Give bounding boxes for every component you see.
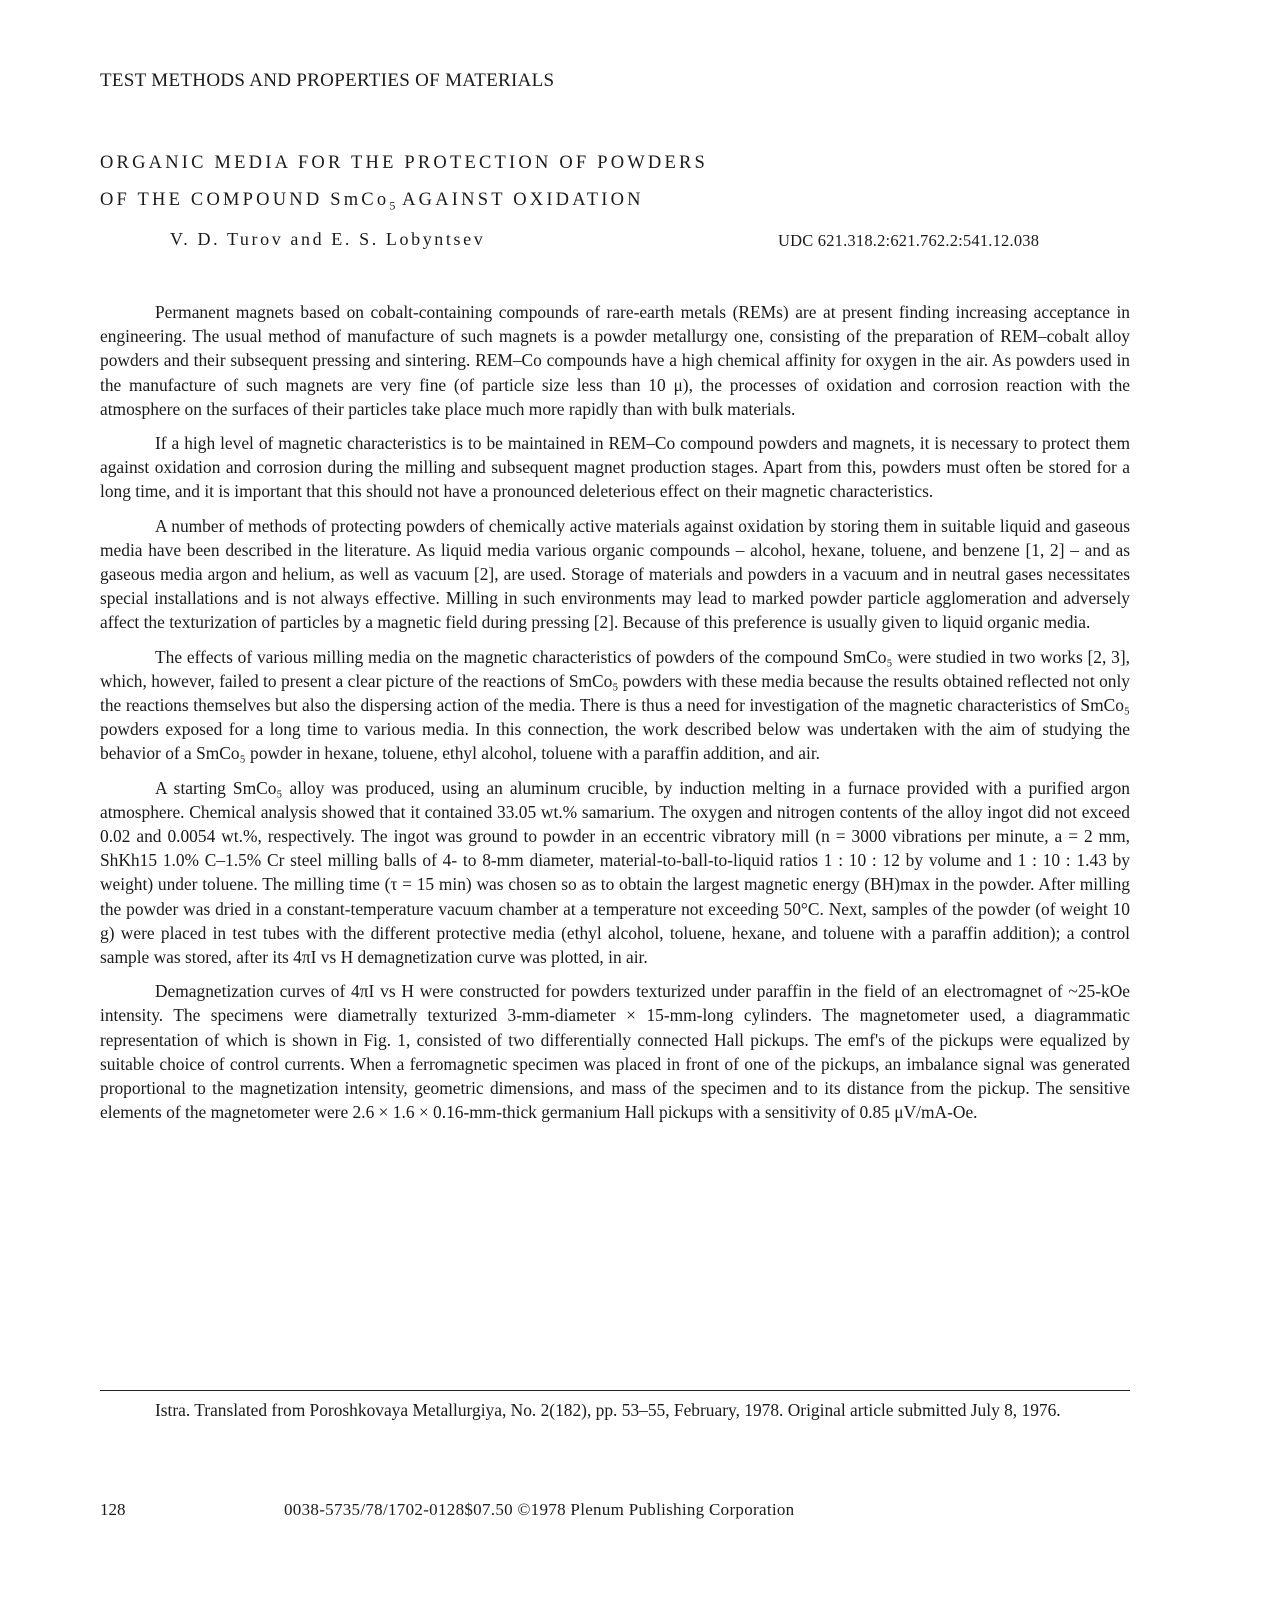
article-body	[100, 300, 1130, 1135]
section-heading: TEST METHODS AND PROPERTIES OF MATERIALS	[100, 70, 555, 91]
paragraph-3: A number of methods of protecting powders of chemically active materials against oxidation by storing them in suitable liquid and gaseous media have been described in the literature. As liquid media various organic compounds – alcohol, hexane, toluene, and benzene [1, 2] – and as gaseous media argon and helium, as well as vacuum [2], are used. Storage of materials and powders in a vacuum and in neutral gases necessitates special installations and is not always effective. Milling in such environments may lead to marked powder particle agglomeration and adversely affect the texturization of particles by a magnetic field during pressing [2]. Because of this preference is usually given to liquid organic media.	[100, 515, 1130, 633]
title-subscript: 5	[389, 198, 396, 213]
article-title	[100, 145, 708, 225]
title-line-1: ORGANIC MEDIA FOR THE PROTECTION OF POWDERS	[100, 153, 709, 173]
title-line-2	[100, 182, 708, 225]
udc-code: UDC 621.318.2:621.762.2:541.12.038	[778, 231, 1040, 250]
title-line-2-pre: OF THE COMPOUND SmCo	[100, 190, 390, 210]
paragraph-4: The effects of various milling media on the magnetic characteristics of powders of the compound SmCo₅ were studied in two works [2, 3], which, however, failed to present a clear picture of the reactions of SmCo₅ powders with these media because the results obtained reflected not only the reactions themselves but also the dispersing action of the media. There is thus a need for investigation of the magnetic characteristics of SmCo₅ powders exposed for a long time to various media. In this connection, the work described below was undertaken with the aim of studying the behavior of a SmCo₅ powder in hexane, toluene, ethyl alcohol, toluene with a paraffin addition, and air.	[100, 646, 1130, 764]
page-number: 128	[100, 1500, 126, 1519]
title-line-2-post: AGAINST OXIDATION	[395, 190, 644, 210]
paragraph-5: A starting SmCo₅ alloy was produced, using an aluminum crucible, by induction melting in a furnace provided with a purified argon atmosphere. Chemical analysis showed that it contained 33.05 wt.% samarium. The oxygen and nitrogen contents of the alloy ingot did not exceed 0.02 and 0.0054 wt.%, respectively. The ingot was ground to powder in an eccentric vibratory mill (n = 3000 vibrations per minute, a = 2 mm, ShKh15 1.0% C–1.5% Cr steel milling balls of 4- to 8-mm diameter, material-to-ball-to-liquid ratios 1 : 10 : 12 by volume and 1 : 10 : 1.43 by weight) under toluene. The milling time (τ = 15 min) was chosen so as to obtain the largest magnetic energy (BH)max in the powder. After milling the powder was dried in a constant-temperature vacuum chamber at a temperature not exceeding 50°C. Next, samples of the powder (of weight 10 g) were placed in test tubes with the different protective media (ethyl alcohol, toluene, hexane, and toluene with a paraffin addition); a control sample was stored, after its 4πI vs H demagnetization curve was plotted, in air.	[100, 777, 1130, 968]
paragraph-1: Permanent magnets based on cobalt-containing compounds of rare-earth metals (REMs) are at present finding increasing acceptance in engineering. The usual method of manufacture of such magnets is a powder metallurgy one, consisting of the preparation of REM–cobalt alloy powders and their subsequent pressing and sintering. REM–Co compounds have a high chemical affinity for oxygen in the air. As powders used in the manufacture of such magnets are very fine (of particle size less than 10 μ), the processes of oxidation and corrosion reaction with the atmosphere on the surfaces of their particles take place much more rapidly than with bulk materials.	[100, 302, 1130, 419]
paragraph-6: Demagnetization curves of 4πI vs H were constructed for powders texturized under paraffin in the field of an electromagnet of ~25-kOe intensity. The specimens were diametrally texturized 3-mm-diameter × 15-mm-long cylinders. The magnetometer used, a diagrammatic representation of which is shown in Fig. 1, consisted of two differentially connected Hall pickups. The emf's of the pickups were equalized by suitable choice of control currents. When a ferromagnetic specimen was placed in front of one of the pickups, an imbalance signal was generated proportional to the magnetization intensity, geometric dimensions, and mass of the specimen and to its distance from the pickup. The sensitive elements of the magnetometer were 2.6 × 1.6 × 0.16-mm-thick germanium Hall pickups with a sensitivity of 0.85 μV/mA-Oe.	[100, 981, 1130, 1123]
copyright-line: 0038-5735/78/1702-0128$07.50 ©1978 Plenum Publishing Corporation	[284, 1500, 795, 1519]
authors: V. D. Turov and E. S. Lobyntsev	[170, 229, 486, 249]
footnote-divider	[100, 1390, 1130, 1391]
paragraph-2: If a high level of magnetic characteristics is to be maintained in REM–Co compound powders and magnets, it is necessary to protect them against oxidation and corrosion during the milling and subsequent magnet production stages. Apart from this, powders must often be stored for a long time, and it is important that this should not have a pronounced deleterious effect on their magnetic characteristics.	[100, 433, 1130, 502]
footnote: Istra. Translated from Poroshkovaya Metallurgiya, No. 2(182), pp. 53–55, February, 1978. Original article submitted July 8, 1976.	[155, 1400, 1061, 1420]
